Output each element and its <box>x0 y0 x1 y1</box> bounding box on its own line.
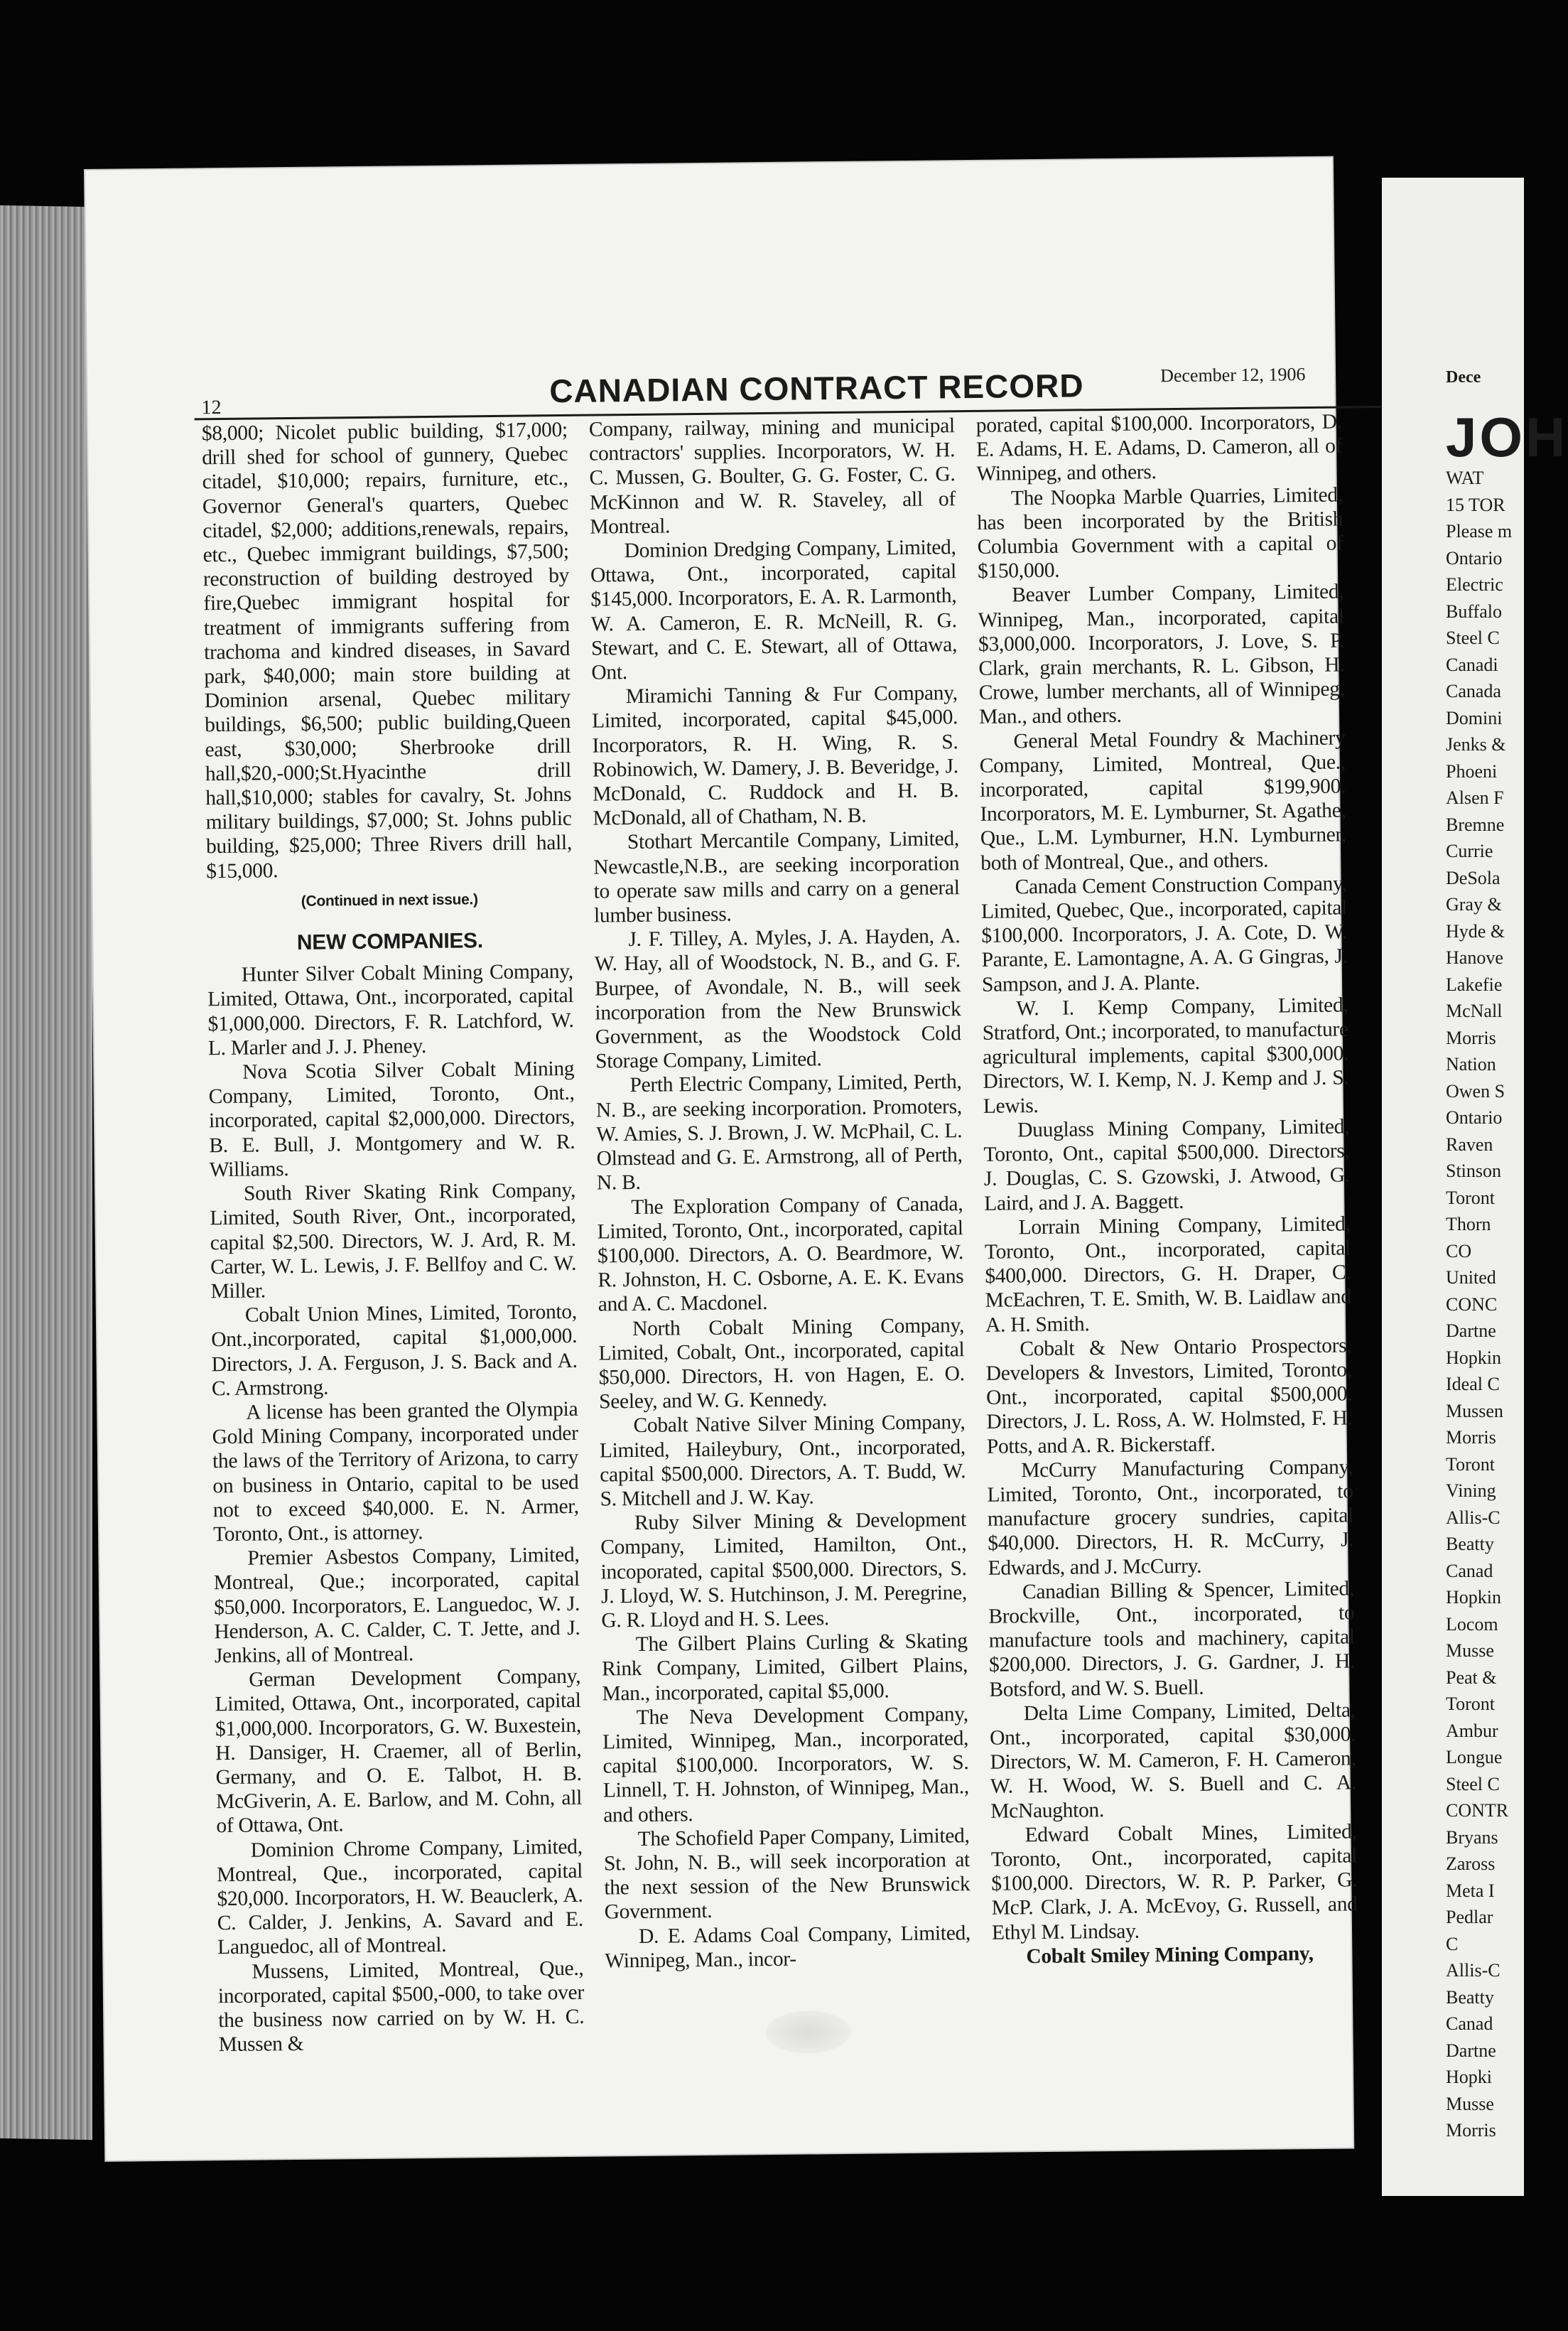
company-listing: Cobalt Smiley Mining Company, <box>1026 1942 1314 1969</box>
adjacent-page-fragment: Musse <box>1446 2093 1494 2114</box>
publication-title: CANADIAN CONTRACT RECORD <box>549 367 1084 410</box>
article-paragraph: $8,000; Nicolet public building, $17,000; drill shed for school of gunnery, Quebec citadel, $10,000; repairs, furniture, etc., Governor General's quarters, Quebec citadel, $2,000; additions,renewals, repairs, etc., Quebec immigrant buildings, $7,500; reconstruction of building destroyed by fire,Quebec immigrant hospital for treatment of immigrants suffering from trachoma and kindred diseases, in Savard park, $40,000; main store building at Dominion arsenal, Quebec military buildings, $6,500; public building,Queen east, $30,000; Sherbrooke drill hall,$20,-000;St.Hyacinthe drill hall,$10,000; stables for cavalry, St. Johns military buildings, $7,000; St. Johns public building, $25,000; Three Rivers drill hall, $15,000. <box>201 418 573 883</box>
adjacent-page-fragment: Electric <box>1446 574 1503 595</box>
company-listing: Miramichi Tanning & Fur Company, Limited, incorporated, capital $45,000. Incorporators, R. H. Wing, R. S. Robinowich, W. Damery, J. B. Beveridge, J. McDonald, C. Ruddock and H. B. McDonald, all of Chatham, N. B. <box>591 682 959 830</box>
company-listing: Stothart Mercantile Company, Limited, Newcastle,N.B., are seeking incorporation to operate saw mills and carry on a general lumber business. <box>593 827 960 927</box>
adjacent-page-fragment: Canad <box>1446 2013 1493 2034</box>
adjacent-page-fragment: Steel C <box>1446 1773 1500 1794</box>
company-listing: Mussens, Limited, Montreal, Que., incorporated, capital $500,-000, to take over the business now carried on by W. H. C. Mussen & <box>217 1956 585 2057</box>
adjacent-page-fragment: Phoeni <box>1446 760 1498 782</box>
adjacent-page-fragment: Domini <box>1446 707 1503 728</box>
column-2 <box>589 414 971 1973</box>
adjacent-page-fragment: Nation <box>1446 1054 1496 1075</box>
adjacent-page-fragment: Ontario <box>1446 1107 1503 1128</box>
adjacent-page-fragment: Thorn <box>1446 1214 1491 1234</box>
adjacent-page-fragment: Raven <box>1446 1134 1493 1155</box>
adjacent-page-fragment: Toront <box>1446 1453 1495 1475</box>
company-listing: Dominion Chrome Company, Limited, Montreal, Que., incorporated, capital $20,000. Incorporators, H. W. Beauclerk, A. C. Calder, J. Jenkins, A. Savard and E. Languedoc, all of Montreal. <box>216 1835 583 1959</box>
column-3 <box>976 409 1358 1969</box>
book-page-edges <box>0 205 92 2140</box>
adjacent-page-fragment: Peat & <box>1446 1667 1497 1688</box>
adjacent-page-fragment: Stinson <box>1446 1161 1502 1181</box>
adjacent-page-fragment: Ambur <box>1446 1720 1498 1741</box>
adjacent-page-fragment: Currie <box>1446 841 1493 861</box>
page-number: 12 <box>201 397 222 419</box>
adjacent-page-fragment: Owen S <box>1446 1080 1505 1102</box>
adjacent-page-fragment: Musse <box>1446 1640 1494 1661</box>
adjacent-page-fragment: Morris <box>1446 1027 1496 1048</box>
adjacent-page-fragment: Canad <box>1446 1560 1493 1581</box>
adjacent-page-fragment: Morris <box>1446 2120 1496 2141</box>
adjacent-page-fragment: Beatty <box>1446 1534 1494 1554</box>
company-listing: Cobalt Native Silver Mining Company, Limited, Haileybury, Ont., incorporated, capital $500,000. Directors, A. T. Budd, W. S. Mitchell and J. W. Kay. <box>599 1411 966 1511</box>
adjacent-page-fragment: Alsen F <box>1446 787 1504 808</box>
continued-note: (Continued in next issue.) <box>301 891 478 910</box>
company-listing: Canadian Billing & Spencer, Limited, Brockville, Ont., incorporated, to manufacture tools and machinery, capital $200,000. Directors, J. G. Gardner, J. H. Botsford, and W. S. Buell. <box>988 1577 1356 1701</box>
adjacent-page-fragment: WAT <box>1446 468 1484 488</box>
company-listing: The Noopka Marble Quarries, Limited, has been incorporated by the British Columbia Government with a capital of $150,000. <box>977 483 1343 583</box>
adjacent-page-fragment: C <box>1446 1933 1459 1954</box>
company-listing: Edward Cobalt Mines, Limited, Toronto, Ont., incorporated, capital $100,000. Directors, W. R. P. Parker, G. McP. Clark, J. A. McEvoy, G. Russell, and Ethyl M. Lindsay. <box>990 1820 1358 1944</box>
adjacent-page-fragment: Toront <box>1446 1694 1495 1714</box>
company-listing: South River Skating Rink Company, Limited, South River, Ont., incorporated, capital $2,500. Directors, W. J. Ard, R. M. Carter, W. L. Lewis, J. F. Bellfoy and C. W. Miller. <box>210 1178 577 1303</box>
adjacent-page-fragment: Please m <box>1446 521 1513 542</box>
company-listing: porated, capital $100,000. Incorporators, D. E. Adams, H. E. Adams, D. Cameron, all of Winnipeg, and others. <box>975 410 1343 486</box>
adjacent-page-fragment: Canadi <box>1446 654 1498 675</box>
issue-date: December 12, 1906 <box>1159 364 1306 387</box>
adjacent-page-fragment: Mussen <box>1446 1400 1503 1421</box>
company-listing: Duuglass Mining Company, Limited, Toronto, Ont., capital $500,000. Directors, J. Douglas, C. S. Gzowski, J. Atwood, G. Laird, and J. A. Baggett. <box>983 1115 1351 1215</box>
company-listing: Perth Electric Company, Limited, Perth, N. B., are seeking incorporation. Promoters, W. Amies, S. J. Brown, J. W. McPhail, C. L. Olmstead and G. E. Armstrong, all of Perth, N. B. <box>595 1070 963 1195</box>
adjacent-page-fragment: Vining <box>1446 1480 1496 1501</box>
adjacent-page-fragment: Locom <box>1446 1613 1498 1635</box>
adjacent-page-fragment: Dartne <box>1446 2040 1496 2061</box>
adjacent-page-fragment: DeSola <box>1446 867 1501 888</box>
adjacent-page-fragment: Gray & <box>1446 894 1502 915</box>
company-listing: Ruby Silver Mining & Development Company, Limited, Hamilton, Ont., incoporated, capital $500,000. Directors, S. J. Lloyd, W. S. Hutchinson, J. M. Peregrine, G. R. Lloyd and H. S. Lees. <box>600 1508 968 1632</box>
page-content <box>85 158 1358 2160</box>
adjacent-page-fragment: Longue <box>1446 1747 1503 1767</box>
company-listing: Delta Lime Company, Limited, Delta, Ont., incorporated, capital $30,000. Directors, W. M. Cameron, F. H. Cameron, W. H. Wood, W. S. Buell and C. A. McNaughton. <box>990 1699 1357 1823</box>
adjacent-page-fragment: Toront <box>1446 1187 1495 1208</box>
adjacent-page-fragment: Hopkin <box>1446 1347 1501 1368</box>
adjacent-page-fragment: CONTR <box>1446 1800 1509 1821</box>
company-listing: Nova Scotia Silver Cobalt Mining Company, Limited, Toronto, Ont., incorporated, capital $2,000,000. Directors, B. E. Bull, J. Montgomery and W. R. Williams. <box>208 1057 575 1182</box>
company-listing: A license has been granted the Olympia Gold Mining Company, incorporated under the laws of the Territory of Arizona, to carry on business in Ontario, capital to be used not to exceed $40,000. E. N. Armer, Toronto, Ont., is attorney. <box>212 1397 579 1546</box>
adjacent-page-fragment: McNall <box>1446 1001 1503 1021</box>
adjacent-page-fragment: CO <box>1446 1240 1472 1261</box>
adjacent-page-fragment: Hanove <box>1446 947 1503 968</box>
company-listing: The Exploration Company of Canada, Limited, Toronto, Ont., incorporated, capital $100,000. Directors, A. O. Beardmore, W. R. Johnston, H. C. Osborne, A. E. K. Evans and A. C. Macdonel. <box>597 1192 964 1316</box>
adjacent-page-fragment: Pedlar <box>1446 1907 1493 1927</box>
company-listing: The Gilbert Plains Curling & Skating Rink Company, Limited, Gilbert Plains, Man., incorporated, capital $5,000. <box>601 1630 968 1706</box>
adjacent-page-fragment: 15 TOR <box>1446 494 1505 515</box>
adjacent-page-fragment: Ideal C <box>1446 1374 1500 1394</box>
adjacent-page-edge <box>1382 178 1568 2196</box>
adjacent-page-fragment: Hopkin <box>1446 1587 1501 1608</box>
adjacent-page-headline: JOH <box>1446 406 1568 468</box>
company-listing: Dominion Dredging Company, Limited, Ottawa, Ont., incorporated, capital $145,000. Incorporators, E. A. R. Larmonth, W. A. Cameron, E. R. McNeill, R. G. Stewart, and C. E. Stewart, all of Ottawa, Ont. <box>590 536 958 684</box>
company-listing: Cobalt & New Ontario Prospectors, Developers & Investors, Limited, Toronto, Ont., incorporated, capital $500,000. Directors, J. L. Ross, A. W. Holmsted, F. H. Potts, and A. R. Bickerstaff. <box>985 1334 1353 1458</box>
company-listing: North Cobalt Mining Company, Limited, Cobalt, Ont., incorporated, capital $50,000. Directors, H. von Hagen, E. O. Seeley, and W. G. Kennedy. <box>598 1313 965 1414</box>
adjacent-page-fragment: Hopki <box>1446 2067 1492 2087</box>
adjacent-page-fragment: Beatty <box>1446 1986 1494 2008</box>
adjacent-page-fragment: Jenks & <box>1446 734 1506 755</box>
adjacent-page-fragment: Dartne <box>1446 1320 1496 1341</box>
company-listing: D. E. Adams Coal Company, Limited, Winnipeg, Man., incor- <box>605 1921 971 1973</box>
adjacent-page-fragment: Ontario <box>1446 547 1503 569</box>
company-listing: Cobalt Union Mines, Limited, Toronto, Ont.,incorporated, capital $1,000,000. Directors, J. A. Ferguson, J. S. Back and A. C. Armstrong. <box>211 1300 578 1400</box>
company-listing: The Neva Development Company, Limited, Winnipeg, Man., incorporated, capital $100,000. Incorporators, W. S. Linnell, T. H. Johnston, of Winnipeg, Man., and others. <box>602 1702 970 1827</box>
column-1 <box>202 418 585 2057</box>
company-listing: The Schofield Paper Company, Limited, St. John, N. B., will seek incorporation at the next session of the New Brunswick Government. <box>603 1824 970 1924</box>
company-listing: Lorrain Mining Company, Limited, Toronto, Ont., incorporated, capital $400,000. Directors, G. H. Draper, C. McEachren, T. E. Smith, W. B. Laidlaw and A. H. Smith. <box>984 1212 1351 1337</box>
company-listing: Hunter Silver Cobalt Mining Company, Limited, Ottawa, Ont., incorporated, capital $1,000,000. Directors, F. R. Latchford, W. L. Marler and J. J. Pheney. <box>207 960 574 1060</box>
adjacent-page-fragment: Hyde & <box>1446 920 1505 942</box>
adjacent-page-fragment: Zaross <box>1446 1853 1496 1874</box>
adjacent-page-fragment: Bryans <box>1446 1826 1498 1848</box>
adjacent-page-fragment: Bremne <box>1446 814 1505 835</box>
company-listing: Canada Cement Construction Company, Limited, Quebec, Que., incorporated, capital $100,000. Incorporators, J. A. Cote, D. W. Parante, E. Lamontagne, A. A. G Gingras, J. Sampson, and J. A. Plante. <box>980 872 1348 996</box>
adjacent-page-fragment: Allis-C <box>1446 1507 1501 1528</box>
company-listing: German Development Company, Limited, Ottawa, Ont., incorporated, capital $1,000,000. Incorporators, G. W. Buxestein, H. Dansiger, H. Craemer, all of Berlin, Germany, and O. E. Talbot, H. B. McGiverin, A. E. Barlow, and M. Cohn, all of Ottawa, Ont. <box>215 1664 583 1838</box>
section-heading: NEW COMPANIES. <box>296 929 484 955</box>
adjacent-page-fragment: Lakefie <box>1446 974 1503 995</box>
adjacent-page-fragment: United <box>1446 1267 1496 1288</box>
adjacent-page-fragment: Meta I <box>1446 1880 1495 1901</box>
adjacent-page-fragment: Morris <box>1446 1427 1496 1448</box>
adjacent-page-fragment: Buffalo <box>1446 601 1502 622</box>
company-listing: J. F. Tilley, A. Myles, J. A. Hayden, A. W. Hay, all of Woodstock, N. B., and G. F. Burpee, of Avondale, N. B., will seek incorporation from the New Brunswick Government, as the Woodstock Cold Storage Company, Limited. <box>594 925 961 1073</box>
company-listing: McCurry Manufacturing Company, Limited, Toronto, Ont., incorporated, to manufacture grocery sundries, capital $40,000. Directors, H. R. McCurry, J. Edwards, and J. McCurry. <box>987 1455 1354 1580</box>
company-listing: Premier Asbestos Company, Limited, Montreal, Que.; incorporated, capital $50,000. Incorporators, E. Languedoc, W. J. Henderson, A. C. Calder, C. T. Jette, and J. Jenkins, all of Montreal. <box>213 1543 580 1668</box>
adjacent-page-date: Dece <box>1446 368 1481 387</box>
company-listing: General Metal Foundry & Machinery Company, Limited, Montreal, Que., incorporated, capital $199,900. Incorporators, M. E. Lymburner, St. Agathe, Que., L.M. Lymburner, H.N. Lymburner, both of Montreal, Que., and others. <box>979 726 1347 875</box>
adjacent-page-fragment: Allis-C <box>1446 1960 1501 1981</box>
company-listing: Company, railway, mining and municipal contractors' supplies. Incorporators, W. H. C. Mussen, G. Boulter, G. G. Foster, C. G. McKinnon and W. R. Staveley, all of Montreal. <box>588 414 956 539</box>
company-listing: Beaver Lumber Company, Limited, Winnipeg, Man., incorporated, capital $3,000,000. Incorporators, J. Love, S. P. Clark, grain merchants, R. L. Gibson, H. Crowe, lumber merchants, all of Winnipeg, Man., and others. <box>978 580 1345 729</box>
adjacent-page-fragment: Canada <box>1446 681 1501 701</box>
adjacent-page-fragment: Steel C <box>1446 628 1500 648</box>
company-listing: W. I. Kemp Company, Limited, Stratford, Ont.; incorporated, to manufacture agricultural implements, capital $300,000. Directors, W. I. Kemp, N. J. Kemp and J. S. Lewis. <box>982 994 1349 1118</box>
adjacent-page-fragment: CONC <box>1446 1293 1498 1315</box>
